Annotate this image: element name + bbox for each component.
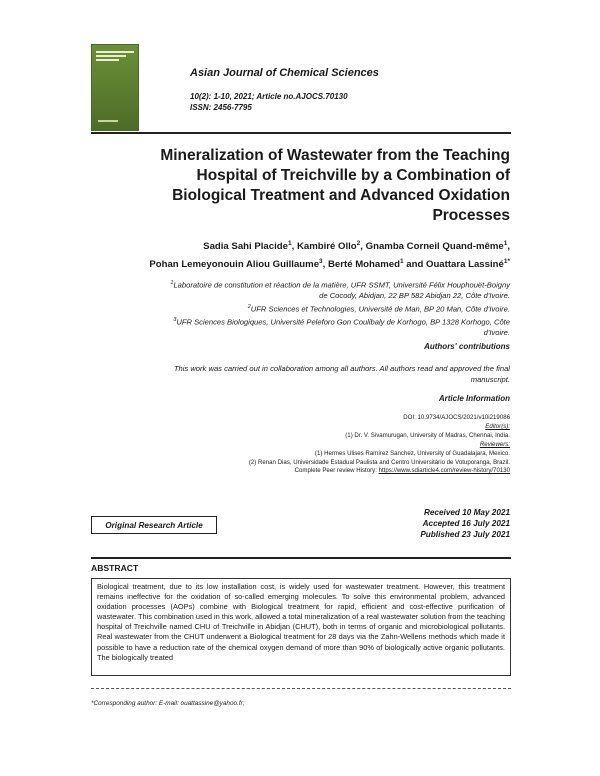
reviewers-label: Reviewers: xyxy=(479,440,510,448)
affiliation-text: de Cocody, Abidjan, 22 BP 582 Abidjan 22, Côte d'Ivoire. xyxy=(319,291,510,301)
cover-title-lines xyxy=(96,51,134,65)
reviewer: (2) Renan Dias, Universidade Estadual Paulista and Centro Universitário de Votuporanga, Brazil. xyxy=(248,458,510,466)
affil-mark: 1 xyxy=(170,280,174,286)
review-history-link[interactable]: https://www.sdiarticle4.com/review-history/70130 xyxy=(378,467,510,475)
author: Sadia Sahi Placide xyxy=(203,241,288,253)
author: Kambiré Ollo xyxy=(296,241,357,253)
footnote-rule xyxy=(91,688,511,689)
affil-mark: 3 xyxy=(173,316,177,323)
article-info-heading: Article Information xyxy=(438,394,510,403)
author-and: and xyxy=(403,259,426,271)
abstract-text: Biological treatment, due to its low installation cost, is widely used for wastewater treatment. However, this treatment remains ineffective for the oxidation of so-called emerging molecules. To solve this environmental problem, advanced oxidation processes (AOPs) combine with Biological treatment for rapid, efficient and cost-effective purification of wastewater. This combination used in this work, allowed a total mineralization of a real wastewater solution from the teaching hospital of Treichville named CHU of Treichville in Abidjan (CHUT), both in terms of organic and microbiological pollutants. Real wastewater from the CHUT underwent a Biological treatment for 28 days via the Zahn-Wellens methods which made it possible to have a reduction rate of the chemical oxygen demand of more than 90% of biologically active organic pollutants. The biologically treated xyxy=(97,582,505,662)
author-affil-mark: 3 xyxy=(319,258,323,266)
footnote: *Corresponding author: E-mail: ouattassine@yahoo.fr; xyxy=(91,700,245,707)
header-rule xyxy=(91,132,511,134)
affiliation-text: UFR Sciences et Technologies, Université de Man, BP 20 Man, Côte d'Ivoire. xyxy=(250,304,510,314)
review-history xyxy=(200,467,510,476)
article-type-badge: Original Research Article xyxy=(91,516,217,534)
author-affil-mark: 2 xyxy=(356,240,361,247)
article-dates xyxy=(300,507,510,540)
journal-cover-image xyxy=(92,45,138,130)
editors-label: Editor(s): xyxy=(485,422,510,430)
issue-citation: 10(2): 1-10, 2021; Article no.AJOCS.70130 xyxy=(190,92,348,101)
issue-info xyxy=(190,91,348,113)
corresponding-star: * xyxy=(507,258,510,266)
published-date: Published 23 July 2021 xyxy=(420,530,510,539)
cover-logo-line xyxy=(98,120,118,122)
abstract-rule xyxy=(91,557,511,559)
affiliation-text: Laboratoire de constitution et réaction de la matière, UFR SSMT, Université Félix Houphouët-Boigny xyxy=(173,280,510,290)
contributions-text xyxy=(90,364,510,385)
affiliation xyxy=(90,315,510,328)
title-line: Biological Treatment and Advanced Oxidation xyxy=(172,187,510,204)
author: Berté Mohamed xyxy=(328,259,400,271)
author-sep: , xyxy=(322,259,328,271)
contributions-heading: Authors' contributions xyxy=(424,342,510,351)
author-affil-mark: 1 xyxy=(399,258,404,266)
article-info xyxy=(200,414,510,476)
author-sep: , xyxy=(291,241,297,253)
editor: (1) Dr. V. Sivamurugan, University of Madras, Chennai, India. xyxy=(345,431,510,439)
affiliations xyxy=(90,278,510,339)
journal-name: Asian Journal of Chemical Sciences xyxy=(190,67,379,79)
doi: DOI: 10.9734/AJOCS/2021/v10i219086 xyxy=(403,414,510,421)
author-sep: , xyxy=(507,241,510,253)
accepted-date: Accepted 16 July 2021 xyxy=(422,519,510,528)
affiliation xyxy=(90,302,510,315)
reviewer: (1) Hermes Ulises Ramírez Sanchez, University of Guadalajara, Mexico. xyxy=(314,449,510,457)
affiliation-text: d'Ivoire. xyxy=(483,327,510,337)
history-label: Complete Peer review History: xyxy=(294,467,379,475)
issn: ISSN: 2456-7795 xyxy=(190,103,252,112)
contributions-line: manuscript. xyxy=(470,374,510,384)
contributions-line: This work was carried out in collaboration among all authors. All authors read and approved the final xyxy=(173,364,510,373)
author-line xyxy=(90,236,510,254)
abstract-heading: ABSTRACT xyxy=(91,563,139,573)
author: Gnamba Corneil Quand-même xyxy=(365,241,504,253)
received-date: Received 10 May 2021 xyxy=(423,508,510,517)
title-line: Processes xyxy=(432,207,510,224)
author-affil-mark: 1 xyxy=(503,240,508,247)
author-affil-mark: 1 xyxy=(287,240,292,247)
affil-mark: 2 xyxy=(247,303,251,310)
affiliation xyxy=(90,278,510,291)
abstract-box xyxy=(91,578,511,676)
author: Pohan Lemeyonouin Aliou Guillaume xyxy=(149,259,320,271)
author-sep: , xyxy=(360,241,366,253)
author: Ouattara Lassiné xyxy=(425,259,504,271)
author-affil-mark xyxy=(504,258,510,265)
title-line: Mineralization of Wastewater from the Teaching xyxy=(160,147,510,164)
title-line: Hospital of Treichville by a Combination of xyxy=(196,167,510,184)
paper-title xyxy=(100,146,510,226)
author-line xyxy=(90,254,510,272)
affiliation-text: UFR Sciences Biologiques, Université Peleforo Gon Coulibaly de Korhogo, BP 1328 Korhogo, Côte xyxy=(176,317,510,327)
author-affil-num: 1 xyxy=(503,258,508,266)
author-list xyxy=(90,236,510,272)
